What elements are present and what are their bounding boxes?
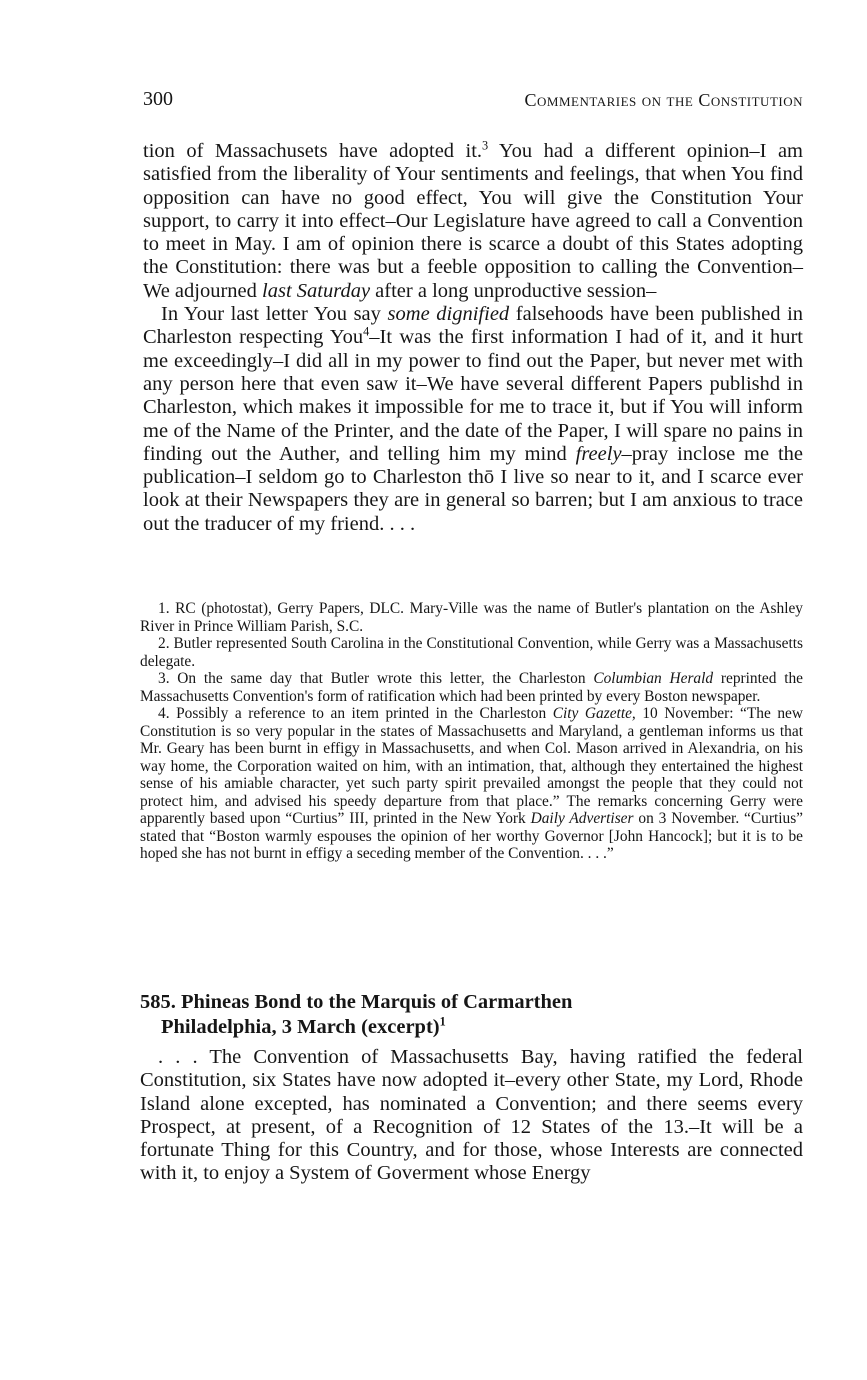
letter-body xyxy=(143,140,803,536)
running-head: Commentaries on the Constitution xyxy=(524,90,803,110)
footnote-2: 2. Butler represented South Carolina in the Constitutional Convention, while Gerry was a Massachusetts delegate. xyxy=(140,635,803,670)
letter-paragraph-1: tion of Massachusets have adopted it.$^3$ You had a different opinion–I am satisfied from the liberality of Your sentiments and feelings, that when You find opposition can have no good effect, You will give the Constitution Your support, to carry it into effect–Our Legislature have agreed to call a Convention to meet in May. I am of opinion there is scarce a doubt of this States adopting the Constitution: there was but a feeble opposition to calling the Convention–We adjourned last Saturday after a long unproductive session– xyxy=(143,138,803,302)
heading-footnote-ref: 1 xyxy=(439,1014,446,1029)
page-header xyxy=(143,88,803,118)
document-dateline: Philadelphia, 3 March (excerpt)$^1$ xyxy=(161,1014,446,1038)
page-number: 300 xyxy=(143,88,173,110)
footnote-ref-3: 3 xyxy=(482,138,489,153)
footnote-4: 4. Possibly a reference to an item printed in the Charleston City Gazette, 10 November: “The new Constitution is so very popular in the states of Massachusetts and Maryland, a gentleman informs us that Mr. Geary has been burnt in effigy in Massachusetts, and when Col. Mason arrived in Alexandria, on his way home, the Corporation waited on him, with an intimation, that, although they entertained the highest sense of his amiable character, yet such party spirit prevailed amongst the people that they could not protect him, and advised his speedy departure from that place.” The remarks concerning Gerry were apparently based upon “Curtius” III, printed in the New York Daily Advertiser on 3 November. “Curtius” stated that “Boston warmly espouses the opinion of her worthy Governor [John Hancock]; but it is to be hoped she has not burnt in effigy a seceding member of the Convention. . . .” xyxy=(140,705,804,862)
document-title: 585. Phineas Bond to the Marquis of Carmarthen xyxy=(140,991,573,1013)
footnote-ref-4: 4 xyxy=(363,325,370,339)
excerpt-paragraph: . . . The Convention of Massachusetts Bay, having ratified the federal Constitution, six States have now adopted it–every other State, my Lord, Rhode Island alone excepted, has nominated a Convention; and there seems every Prospect, at present, of a Recognition of 12 States of the 13.–It will be a fortunate Thing for this Country, and for those, whose Interests are connected with it, to enjoy a System of Goverment whose Energy xyxy=(140,1046,803,1185)
document-excerpt xyxy=(140,1046,803,1186)
footnotes xyxy=(140,600,803,863)
document-heading xyxy=(140,990,803,1040)
footnote-1: 1. RC (photostat), Gerry Papers, DLC. Mary-Ville was the name of Butler's plantation on the Ashley River in Prince William Parish, S.C. xyxy=(140,600,803,635)
letter-paragraph-2: In Your last letter You say some dignified falsehoods have been published in Charleston respecting You$^4$–It was the first information I had of it, and it hurt me exceedingly–I did all in my power to find out the Paper, but never met with any person here that even saw it–We have several different Papers publishd in Charleston, which makes it impossible for me to trace it, but if You will inform me of the Name of the Printer, and the date of the Paper, I will spare no pains in finding out the Auther, and telling him my mind freely–pray inclose me the publication–I seldom go to Charleston thō I live so near to it, and I scarce ever look at their Newspapers they are in general so barren; but I am anxious to trace out the traducer of my friend. . . . xyxy=(143,303,804,535)
footnote-3: 3. On the same day that Butler wrote this letter, the Charleston Columbian Herald reprinted the Massachusetts Convention's form of ratification which had been printed by every Boston newspaper. xyxy=(140,670,803,705)
